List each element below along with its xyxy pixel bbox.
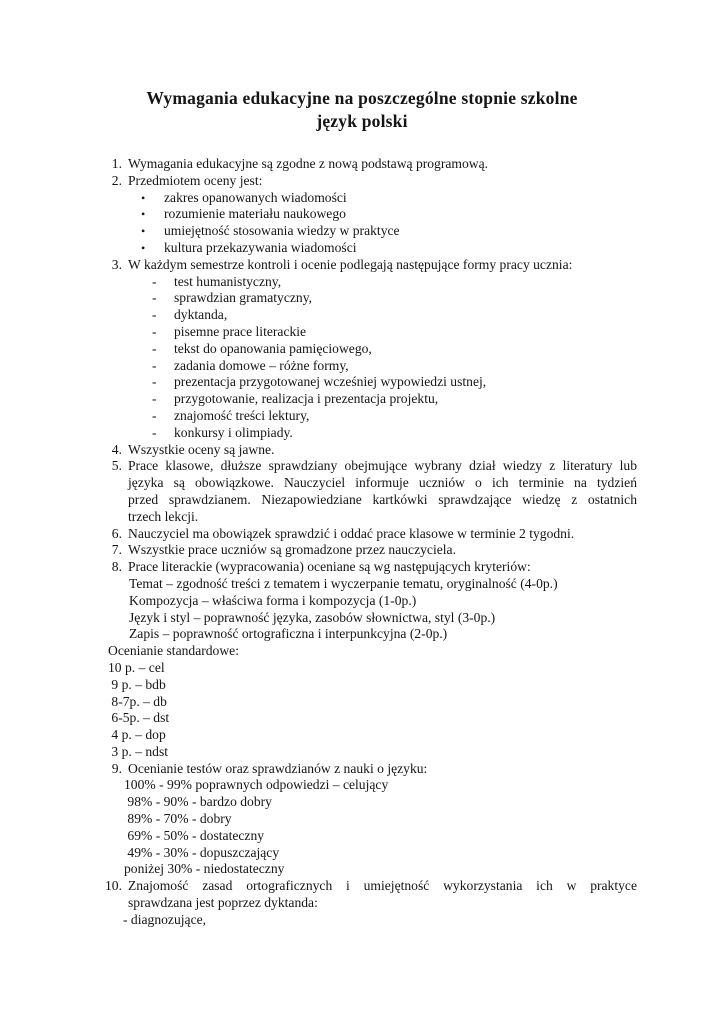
item-number: 6. [111, 525, 122, 541]
grading-scale-line: 10 p. – cel [108, 659, 165, 675]
numbered-item [0, 156, 724, 173]
criteria-line: Język i styl – poprawność języka, zasobów słownictwa, styl (3-0p.) [129, 609, 496, 625]
dash-icon: - [152, 407, 157, 423]
item-text: Prace literackie (wypracowania) oceniane są wg następujących kryteriów: [128, 559, 531, 575]
dash-item [0, 408, 724, 425]
item-text-line: Znajomość zasad ortograficznych i umiejętność wykorzystania ich w praktyce [128, 878, 637, 894]
numbered-item [0, 257, 724, 274]
item-number: 9. [111, 760, 122, 776]
dash-text: tekst do opanowania pamięciowego, [174, 340, 372, 356]
item-number: 5. [111, 458, 122, 474]
percentage-line: 69% - 50% - dostateczny [124, 827, 265, 843]
item-number: 7. [111, 542, 122, 558]
dash-icon: - [152, 290, 157, 306]
bullet-item [0, 223, 724, 240]
bullet-text: rozumienie materiału naukowego [164, 206, 346, 222]
dash-item [0, 324, 724, 341]
item-text-line: trzech lekcji. [128, 508, 199, 524]
item-text: W każdym semestrze kontroli i ocenie podlegają następujące formy pracy ucznia: [128, 256, 573, 272]
bullet-icon: • [141, 224, 146, 239]
numbered-item [0, 878, 724, 912]
item-text-line: sprawdzana jest poprzez dyktanda: [128, 895, 318, 911]
item-text-line: przed sprawdzianem. Niezapowiedziane kartkówki sprawdzające wiedzę z ostatnich [128, 491, 637, 507]
dash-icon: - [152, 323, 157, 339]
dash-text: konkursy i olimpiady. [174, 424, 293, 440]
dash-item [0, 274, 724, 291]
grading-scale-line: 9 p. – bdb [108, 676, 166, 692]
item-text: Ocenianie testów oraz sprawdzianów z nauki o języku: [128, 760, 428, 776]
dash-icon: - [152, 391, 157, 407]
item-number: 8. [111, 559, 122, 575]
criteria-line: Temat – zgodność treści z tematem i wyczerpanie tematu, oryginalność (4-0p.) [129, 575, 558, 591]
item-number: 10. [105, 878, 122, 894]
item-number: 4. [111, 441, 122, 457]
bullet-text: kultura przekazywania wiadomości [164, 239, 357, 255]
dash-text: znajomość treści lektury, [174, 407, 310, 423]
dash-item [0, 425, 724, 442]
item-text-line: języka są obowiązkowe. Nauczyciel informuje uczniów o ich terminie na tydzień [128, 475, 637, 491]
item-number: 2. [111, 172, 122, 188]
percentage-line: 98% - 90% - bardzo dobry [124, 794, 272, 810]
dash-text: dyktanda, [174, 307, 228, 323]
grading-scale-line: 8-7p. – db [108, 693, 167, 709]
dash-text: sprawdzian gramatyczny, [174, 290, 313, 306]
grading-scale-line: 6-5p. – dst [108, 710, 170, 726]
dash-item [0, 358, 724, 375]
dash-icon: - [152, 340, 157, 356]
bullet-icon: • [141, 240, 146, 255]
item-text [128, 878, 637, 912]
numbered-item [0, 526, 724, 543]
bullet-icon: • [141, 207, 146, 222]
dash-icon: - [152, 307, 157, 323]
percentage-line: poniżej 30% - niedostateczny [124, 861, 285, 877]
dash-item [0, 374, 724, 391]
dash-item [0, 391, 724, 408]
grading-scale-line: 3 p. – ndst [108, 743, 169, 759]
title-line-1: Wymagania edukacyjne na poszczególne stopnie szkolne [146, 88, 578, 108]
dash-icon: - [152, 357, 157, 373]
dash-line: - diagnozujące, [123, 911, 207, 927]
numbered-item [0, 761, 724, 778]
item-text [128, 458, 637, 525]
percentage-line: 49% - 30% - dopuszczający [124, 844, 280, 860]
grading-scale-line: Ocenianie standardowe: [108, 643, 239, 659]
percentage-line: 89% - 70% - dobry [124, 811, 232, 827]
percentage-line: 100% - 99% poprawnych odpowiedzi – celujący [124, 777, 389, 793]
item-text-line: Prace klasowe, dłuższe sprawdziany obejmujące wybrany dział wiedzy z literatury lub [128, 458, 637, 474]
bullet-text: zakres opanowanych wiadomości [164, 189, 347, 205]
dash-text: przygotowanie, realizacja i prezentacja projektu, [174, 391, 439, 407]
item-text: Wszystkie prace uczniów są gromadzone przez nauczyciela. [128, 542, 456, 558]
dash-text: prezentacja przygotowanej wcześniej wypowiedzi ustnej, [174, 374, 487, 390]
numbered-item [0, 458, 724, 525]
grading-scale-line: 4 p. – dop [108, 727, 166, 743]
dash-icon: - [152, 374, 157, 390]
dash-item [0, 307, 724, 324]
item-text: Przedmiotem oceny jest: [128, 172, 263, 188]
dash-icon: - [152, 273, 157, 289]
dash-item [0, 290, 724, 307]
criteria-line: Zapis – poprawność ortograficzna i interpunkcyjna (2-0p.) [129, 626, 448, 642]
numbered-item [0, 173, 724, 190]
dash-text: pisemne prace literackie [174, 323, 307, 339]
numbered-item [0, 442, 724, 459]
numbered-item [0, 559, 724, 576]
title-line-2: język polski [316, 110, 408, 131]
bullet-text: umiejętność stosowania wiedzy w praktyce [164, 223, 400, 239]
item-text: Wymagania edukacyjne są zgodne z nową podstawą programową. [128, 156, 489, 171]
document-body [0, 156, 724, 929]
bullet-icon: • [141, 190, 146, 205]
dash-text: test humanistyczny, [174, 273, 282, 289]
criteria-line: Kompozycja – właściwa forma i kompozycja (1-0p.) [129, 592, 417, 608]
dash-icon: - [152, 424, 157, 440]
bullet-item [0, 206, 724, 223]
numbered-item [0, 542, 724, 559]
bullet-item [0, 190, 724, 207]
bullet-item [0, 240, 724, 257]
dash-text: zadania domowe – różne formy, [174, 357, 349, 373]
document-title [0, 0, 724, 132]
item-number: 1. [111, 156, 122, 171]
dash-item [0, 341, 724, 358]
item-text: Wszystkie oceny są jawne. [128, 441, 275, 457]
item-text: Nauczyciel ma obowiązek sprawdzić i oddać prace klasowe w terminie 2 tygodni. [128, 525, 575, 541]
item-number: 3. [111, 256, 122, 272]
